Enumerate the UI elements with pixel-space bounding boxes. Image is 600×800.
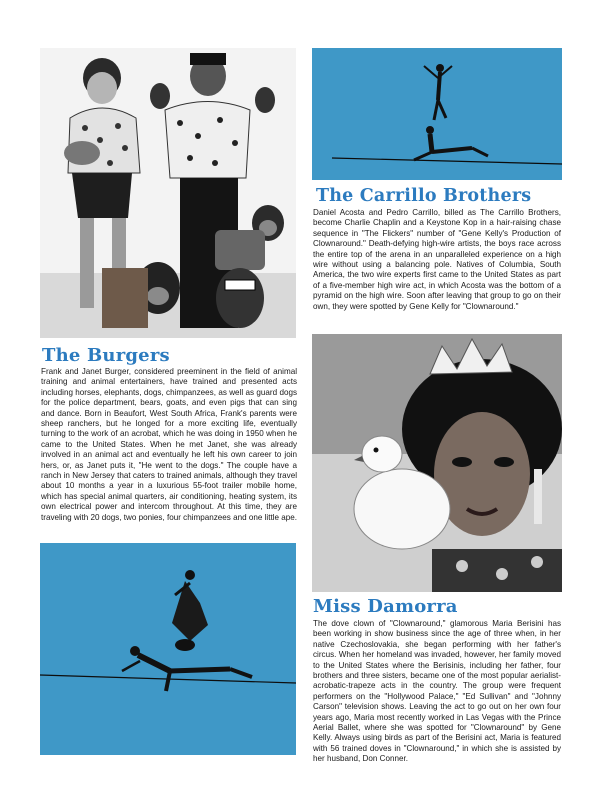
carrillo-body: Daniel Acosta and Pedro Carrillo, billed as The Carrillo Brothers, become Charlie Chaplin and a Keystone Kop in a hair-raising chase sequence in "The Flickers" number of "Gene Kelly's Production of Clownaround." Death-defying high-wire artists, the boys race across the entire top of the arena in an unparalleled experience on a high wire without using a balancing pole. Natives of Columbia, South America, the two wire experts first came to the United States as part of a five-member high wire act, in which Acosta was the bottom of a pyramid on the high wire. Soon after leaving that group to go on their own, they were spotted by Gene Kelly for "Clownaround." xyxy=(313,208,561,311)
bottom-acrobat-photo xyxy=(40,543,296,755)
burgers-title: The Burgers xyxy=(42,345,170,366)
carrillo-title: The Carrillo Brothers xyxy=(316,186,532,206)
damorra-title: Miss Damorra xyxy=(313,596,458,617)
damorra-body: The dove clown of "Clownaround," glamorous Maria Berisini has been working in show business since the age of three when, in her native Czechoslovakia, she began performing with her father's circus. When her homeland was invaded, however, her family moved to the United States where the Berisinis, including her father, four brothers and three sisters, became one of the most popular aerialist-acrobatic-trapeze acts in the country. The group were frequent performers on the "Hollywood Palace," "Ed Sullivan" and "Johnny Carson" television shows. Leaving the act to go out on her own four years ago, Maria most recently worked in Las Vegas with the Prince Aerial Ballet, where she was spotted for "Clownaround" by Gene Kelly. Always using birds as part of the Berisini act, Maria is featured with 56 trained doves in "Clownaround," in which she is assisted by her husband, Don Conner. xyxy=(313,619,561,764)
damorra-photo xyxy=(312,334,562,592)
burgers-body: Frank and Janet Burger, considered preeminent in the field of animal training and animal entertainers, have trained and presented acts including horses, elephants, dogs, chimpanzees, as well as guard dogs for the police department, bears, goats, and even pigs that can sing and dance. Born in Beaufort, West South Africa, Frank's parents were sheep ranchers, but he longed for a more exciting life, eventually turning to the work of an acrobat, which he was doing in 1950 when he came to the United States. When he met Janet, she was already involved in an animal act and eventually he left his own career to join hers, or, as Janet puts it, "He went to the dogs." The couple have a ranch in New Jersey that caters to trained animals, although they travel about 10 months a year in a luxurious 55-foot trailer mobile home, which has special animal quarters, air conditioning, heating system, its own electrical power and intercom throughout. At this time, they are traveling with 20 dogs, two ponies, four chimpanzees and one little ape. xyxy=(41,367,298,522)
burgers-photo xyxy=(40,48,296,338)
carrillo-photo xyxy=(312,48,562,180)
